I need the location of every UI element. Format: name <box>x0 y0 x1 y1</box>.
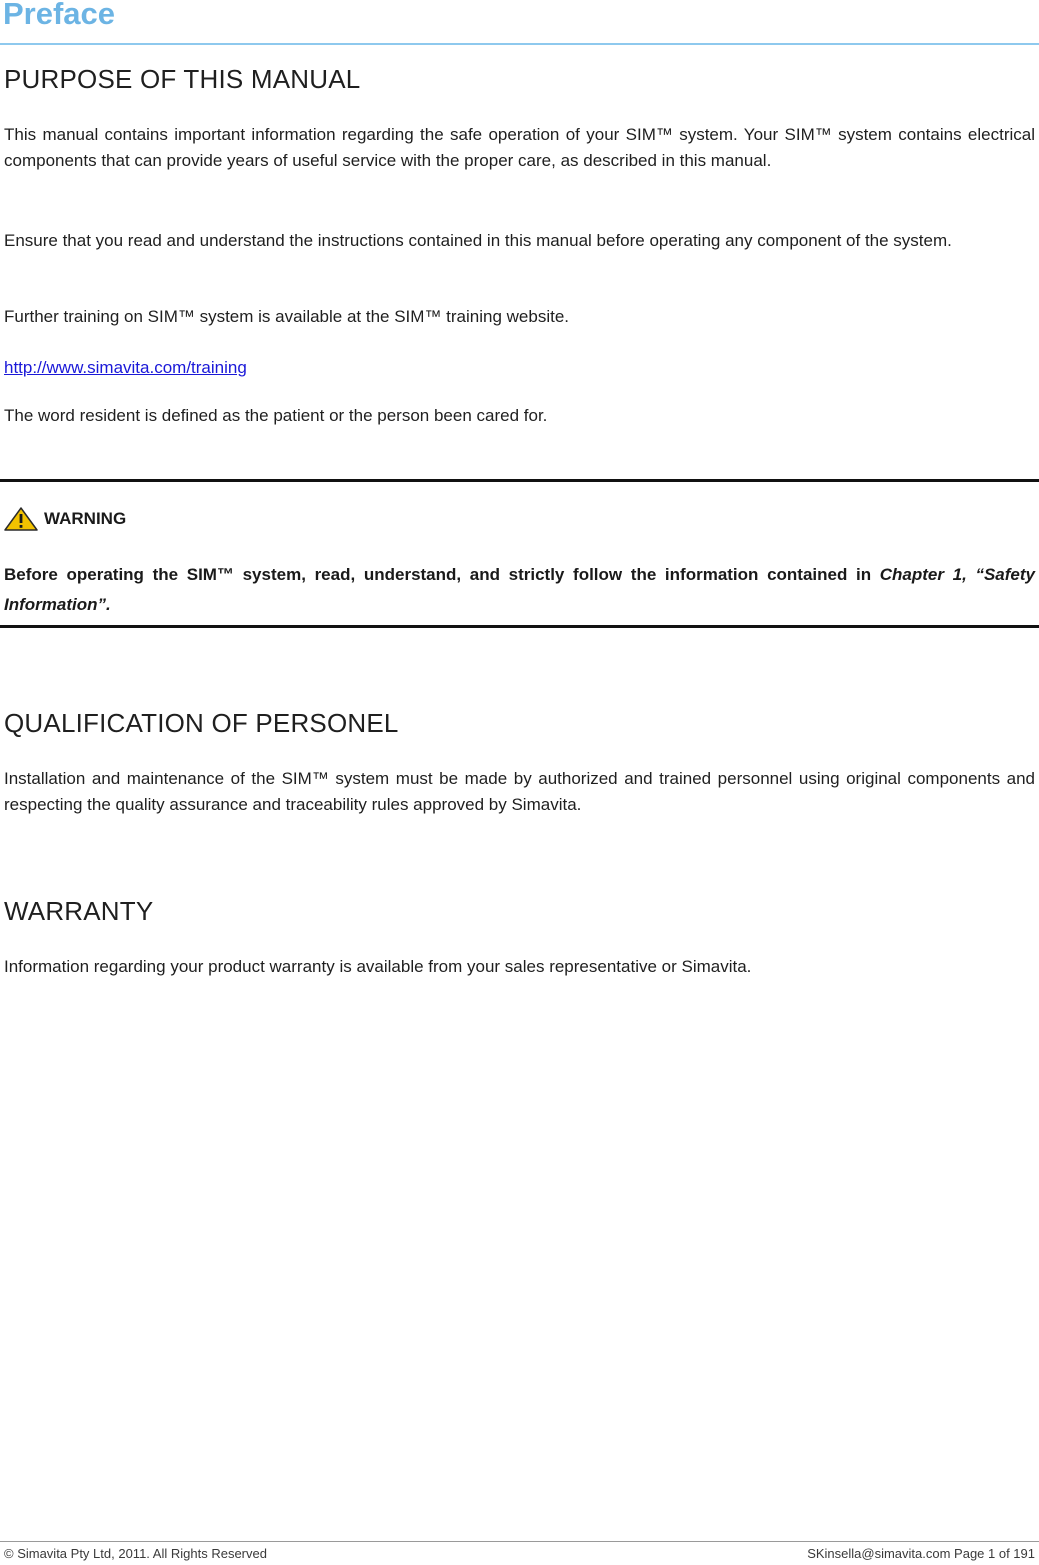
warning-triangle-icon <box>4 507 38 531</box>
training-link-line <box>4 355 1035 381</box>
training-link[interactable]: http://www.simavita.com/training <box>4 358 247 377</box>
warning-text-body: Before operating the SIM™ system, read, understand, and strictly follow the information contained in <box>4 565 872 584</box>
footer-page-info: SKinsella@simavita.com Page 1 of 191 <box>807 1546 1035 1561</box>
warning-chapter-ref: Chapter 1, “Safety Information”. <box>4 565 1035 614</box>
page-title: Preface <box>3 0 116 31</box>
footer-copyright: © Simavita Pty Ltd, 2011. All Rights Reserved <box>4 1546 267 1561</box>
warning-top-rule <box>0 479 1039 482</box>
purpose-paragraph-1: This manual contains important information regarding the safe operation of your SIM™ system. Your SIM™ system contains electrical components that can provide years of useful service with the proper care, as described in this manual. <box>4 125 1035 170</box>
warning-label: WARNING <box>44 509 127 528</box>
footer-divider <box>0 1541 1039 1542</box>
title-divider <box>0 43 1039 45</box>
purpose-paragraph-4: The word resident is defined as the patient or the person been cared for. <box>4 406 548 425</box>
warranty-paragraph: Information regarding your product warranty is available from your sales representative or Simavita. <box>4 957 752 976</box>
qualification-paragraph: Installation and maintenance of the SIM™ system must be made by authorized and trained personnel using original components and respecting the quality assurance and traceability rules approved by Simavita. <box>4 769 1035 814</box>
warranty-heading: WARRANTY <box>4 896 154 926</box>
purpose-paragraph-3: Further training on SIM™ system is available at the SIM™ training website. <box>4 307 570 326</box>
warning-header <box>4 505 126 533</box>
purpose-paragraph-2: Ensure that you read and understand the instructions contained in this manual before operating any component of the system. <box>4 231 952 250</box>
qualification-heading: QUALIFICATION OF PERSONEL <box>4 708 399 738</box>
warning-bottom-rule <box>0 625 1039 628</box>
purpose-heading: PURPOSE OF THIS MANUAL <box>4 64 361 94</box>
warning-text <box>4 560 1035 620</box>
